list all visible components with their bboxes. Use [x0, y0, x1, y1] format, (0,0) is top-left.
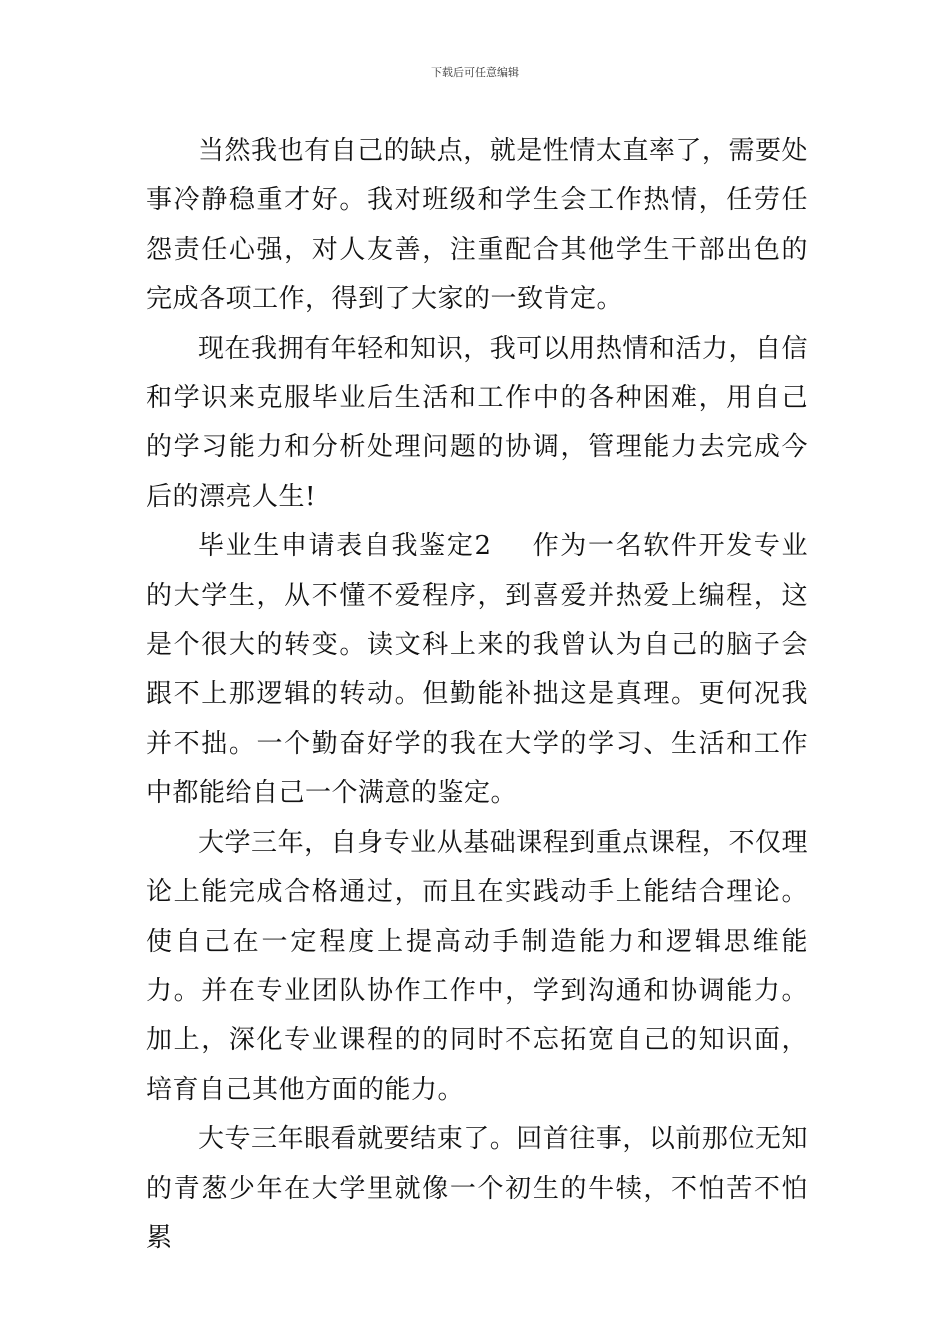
paragraph: 现在我拥有年轻和知识，我可以用热情和活力，自信和学识来克服毕业后生活和工作中的各种困难，用自己的学习能力和分析处理问题的协调，管理能力去完成今后的漂亮人生!: [146, 333, 808, 512]
document-body: [146, 127, 808, 1263]
paragraph-text: 作为一名软件开发专业的大学生，从不懂不爱程序，到喜爱并热爱上编程，这是个很大的转变。读文科上来的我曾认为自己的脑子会跟不上那逻辑的转动。但勤能补拙这是真理。更何况我并不拙。一个勤奋好学的我在大学的学习、生活和工作中都能给自己一个满意的鉴定。: [146, 531, 808, 809]
paragraph: 当然我也有自己的缺点，就是性情太直率了，需要处事冷静稳重才好。我对班级和学生会工作热情，任劳任怨责任心强，对人友善，注重配合其他学生干部出色的完成各项工作，得到了大家的一致肯定。: [146, 136, 808, 315]
paragraph: 大学三年，自身专业从基础课程到重点课程，不仅理论上能完成合格通过，而且在实践动手上能结合理论。使自己在一定程度上提高动手制造能力和逻辑思维能力。并在专业团队协作工作中，学到沟通和协调能力。加上，深化专业课程的的同时不忘拓宽自己的知识面，培育自己其他方面的能力。: [146, 827, 808, 1105]
paragraph: 大专三年眼看就要结束了。回首往事，以前那位无知的青葱少年在大学里就像一个初生的牛犊，不怕苦不怕累: [146, 1124, 808, 1253]
page-header: 下载后可任意编辑: [431, 66, 519, 79]
paragraph: [146, 522, 808, 818]
section-heading: 毕业生申请表自我鉴定2: [198, 531, 492, 562]
